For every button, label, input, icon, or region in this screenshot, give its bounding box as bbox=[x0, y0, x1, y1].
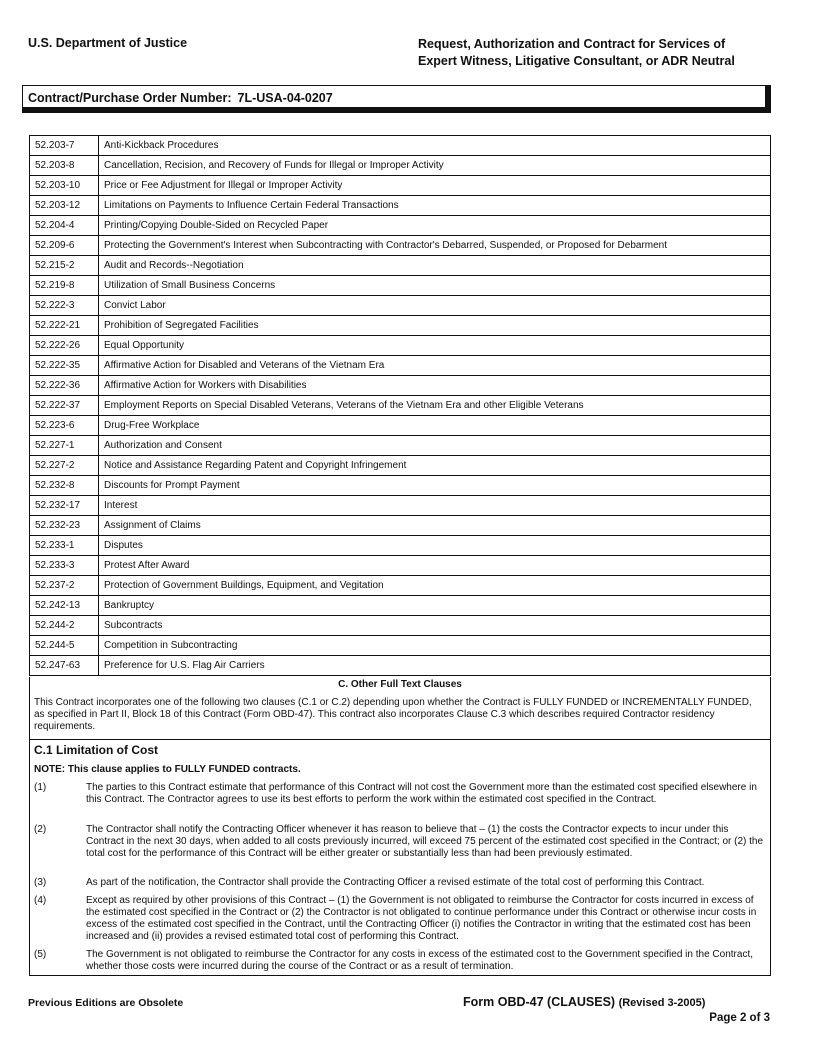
clause-row bbox=[30, 296, 771, 316]
clause-number: 52.203-10 bbox=[30, 176, 99, 196]
clause-row bbox=[30, 576, 771, 596]
contract-number-value: 7L-USA-04-0207 bbox=[237, 91, 333, 105]
clause-title: Anti-Kickback Procedures bbox=[99, 136, 771, 156]
clause-row bbox=[30, 196, 771, 216]
clause-row bbox=[30, 396, 771, 416]
c1-item-2 bbox=[34, 824, 764, 860]
clause-title: Protection of Government Buildings, Equipment, and Vegitation bbox=[99, 576, 771, 596]
clause-number: 52.232-17 bbox=[30, 496, 99, 516]
clause-title: Cancellation, Recision, and Recovery of Funds for Illegal or Improper Activity bbox=[99, 156, 771, 176]
clause-row bbox=[30, 556, 771, 576]
section-c-intro: This Contract incorporates one of the following two clauses (C.1 or C.2) depending upon whether the Contract is FULLY FUNDED or INCREMENTALLY FUNDED, as specified in Part II, Block 18 of this Contract (Form OBD-47). This contract also incorporates Clause C.3 which describes required Contractor residency requirements. bbox=[34, 697, 752, 732]
clause-number: 52.203-8 bbox=[30, 156, 99, 176]
clause-number: 52.242-13 bbox=[30, 596, 99, 616]
clause-title: Notice and Assistance Regarding Patent and Copyright Infringement bbox=[99, 456, 771, 476]
department-name: U.S. Department of Justice bbox=[28, 36, 188, 50]
contract-number-text bbox=[28, 91, 333, 105]
clause-row bbox=[30, 596, 771, 616]
clause-number: 52.233-1 bbox=[30, 536, 99, 556]
item-number: (5) bbox=[34, 949, 47, 960]
clause-number: 52.203-12 bbox=[30, 196, 99, 216]
page-number: Page 2 of 3 bbox=[709, 1012, 770, 1024]
footer-form-id bbox=[463, 995, 705, 1009]
clause-number: 52.232-23 bbox=[30, 516, 99, 536]
clauses-table-body bbox=[30, 136, 771, 676]
c1-note: NOTE: This clause applies to FULLY FUNDED contracts. bbox=[34, 764, 301, 775]
clause-number: 52.209-6 bbox=[30, 236, 99, 256]
contract-number-bar bbox=[22, 85, 771, 113]
clause-row bbox=[30, 256, 771, 276]
clause-title: Preference for U.S. Flag Air Carriers bbox=[99, 656, 771, 676]
clauses-table bbox=[29, 135, 771, 676]
clause-number: 52.244-2 bbox=[30, 616, 99, 636]
clause-number: 52.247-63 bbox=[30, 656, 99, 676]
contract-number-label: Contract/Purchase Order Number: bbox=[28, 91, 232, 105]
form-title-line2: Expert Witness, Litigative Consultant, or ADR Neutral bbox=[418, 54, 735, 68]
clause-number: 52.204-4 bbox=[30, 216, 99, 236]
section-c-title: C. Other Full Text Clauses bbox=[338, 679, 462, 690]
clause-title: Price or Fee Adjustment for Illegal or Improper Activity bbox=[99, 176, 771, 196]
c1-item-3 bbox=[34, 877, 764, 889]
clause-number: 52.222-21 bbox=[30, 316, 99, 336]
clause-title: Printing/Copying Double-Sided on Recycled Paper bbox=[99, 216, 771, 236]
clause-row bbox=[30, 176, 771, 196]
item-text: The Government is not obligated to reimburse the Contractor for any costs in excess of the estimated cost to the Government specified in the Contract, whether those costs were incurred during the course of the Contract or as a result of termination. bbox=[86, 949, 753, 972]
clause-row bbox=[30, 536, 771, 556]
clause-row bbox=[30, 236, 771, 256]
form-number: Form OBD-47 (CLAUSES) bbox=[463, 995, 616, 1009]
clause-row bbox=[30, 356, 771, 376]
clause-row bbox=[30, 516, 771, 536]
clause-number: 52.222-37 bbox=[30, 396, 99, 416]
item-number: (4) bbox=[34, 895, 47, 906]
clause-title: Disputes bbox=[99, 536, 771, 556]
section-divider bbox=[30, 739, 770, 740]
clause-title: Authorization and Consent bbox=[99, 436, 771, 456]
clause-title: Discounts for Prompt Payment bbox=[99, 476, 771, 496]
clause-row bbox=[30, 216, 771, 236]
form-title-line1: Request, Authorization and Contract for Services of bbox=[418, 37, 726, 51]
clause-title: Convict Labor bbox=[99, 296, 771, 316]
item-text: Except as required by other provisions of this Contract – (1) the Government is not obligated to reimburse the Contractor for costs incurred in excess of the estimated cost specified in the Contract or (2) the Contractor is not obligated to continue performance under this Contract or otherwise incur costs in excess of the estimated cost specified in the Contract, until the Contracting Officer (i) notifies the Contractor in writing that the estimated cost has been increased and (ii) provides a revised estimated total cost of performing this Contract. bbox=[86, 895, 757, 942]
clause-number: 52.244-5 bbox=[30, 636, 99, 656]
section-c-box bbox=[29, 677, 771, 976]
c1-item-4 bbox=[34, 895, 764, 943]
clause-title: Drug-Free Workplace bbox=[99, 416, 771, 436]
clause-title: Utilization of Small Business Concerns bbox=[99, 276, 771, 296]
clause-row bbox=[30, 416, 771, 436]
clause-title: Interest bbox=[99, 496, 771, 516]
clause-title: Limitations on Payments to Influence Certain Federal Transactions bbox=[99, 196, 771, 216]
clause-row bbox=[30, 496, 771, 516]
clause-title: Equal Opportunity bbox=[99, 336, 771, 356]
clause-row bbox=[30, 376, 771, 396]
clause-title: Employment Reports on Special Disabled Veterans, Veterans of the Vietnam Era and other Eligible Veterans bbox=[99, 396, 771, 416]
item-text: The parties to this Contract estimate that performance of this Contract will not cost the Government more than the estimated cost specified elsewhere in this Contract. The Contractor agrees to use its best efforts to perform the work within the estimated cost specified in the Contract. bbox=[86, 782, 757, 805]
clause-number: 52.222-36 bbox=[30, 376, 99, 396]
clause-row bbox=[30, 136, 771, 156]
clause-title: Prohibition of Segregated Facilities bbox=[99, 316, 771, 336]
form-title bbox=[418, 36, 735, 70]
clause-number: 52.222-3 bbox=[30, 296, 99, 316]
c1-heading: C.1 Limitation of Cost bbox=[34, 743, 158, 757]
clause-title: Affirmative Action for Disabled and Veterans of the Vietnam Era bbox=[99, 356, 771, 376]
clause-row bbox=[30, 316, 771, 336]
clause-title: Affirmative Action for Workers with Disabilities bbox=[99, 376, 771, 396]
item-number: (2) bbox=[34, 824, 47, 835]
clause-row bbox=[30, 156, 771, 176]
clause-title: Protest After Award bbox=[99, 556, 771, 576]
clause-number: 52.227-2 bbox=[30, 456, 99, 476]
clause-number: 52.222-35 bbox=[30, 356, 99, 376]
clause-row bbox=[30, 276, 771, 296]
clause-row bbox=[30, 456, 771, 476]
clause-number: 52.233-3 bbox=[30, 556, 99, 576]
clause-title: Bankruptcy bbox=[99, 596, 771, 616]
item-text: As part of the notification, the Contractor shall provide the Contracting Officer a revised estimate of the total cost of performing this Contract. bbox=[86, 877, 705, 888]
clause-title: Competition in Subcontracting bbox=[99, 636, 771, 656]
clause-number: 52.215-2 bbox=[30, 256, 99, 276]
item-text: The Contractor shall notify the Contracting Officer whenever it has reason to believe that – (1) the costs the Contractor expects to incur under this Contract in the next 30 days, when added to all costs previously incurred, will exceed 75 percent of the estimated cost specified in the Contract; or (2) the total cost for the performance of this Contract will be either greater or substantially less than had been previously estimated. bbox=[86, 824, 764, 859]
clause-row bbox=[30, 616, 771, 636]
form-revision: (Revised 3-2005) bbox=[618, 997, 706, 1009]
clause-title: Assignment of Claims bbox=[99, 516, 771, 536]
clause-title: Audit and Records--Negotiation bbox=[99, 256, 771, 276]
clause-row bbox=[30, 636, 771, 656]
item-number: (1) bbox=[34, 782, 47, 793]
clause-number: 52.223-6 bbox=[30, 416, 99, 436]
clause-number: 52.232-8 bbox=[30, 476, 99, 496]
clause-number: 52.203-7 bbox=[30, 136, 99, 156]
clause-number: 52.222-26 bbox=[30, 336, 99, 356]
c1-item-1 bbox=[34, 782, 764, 806]
clause-number: 52.237-2 bbox=[30, 576, 99, 596]
c1-item-5 bbox=[34, 949, 764, 973]
clause-number: 52.219-8 bbox=[30, 276, 99, 296]
clause-row bbox=[30, 436, 771, 456]
clause-row bbox=[30, 656, 771, 676]
clause-number: 52.227-1 bbox=[30, 436, 99, 456]
item-number: (3) bbox=[34, 877, 47, 888]
clause-title: Subcontracts bbox=[99, 616, 771, 636]
clause-row bbox=[30, 336, 771, 356]
clause-title: Protecting the Government's Interest when Subcontracting with Contractor's Debarred, Suspended, or Proposed for Debarment bbox=[99, 236, 771, 256]
clause-row bbox=[30, 476, 771, 496]
footer-obsolete-note: Previous Editions are Obsolete bbox=[28, 997, 184, 1009]
